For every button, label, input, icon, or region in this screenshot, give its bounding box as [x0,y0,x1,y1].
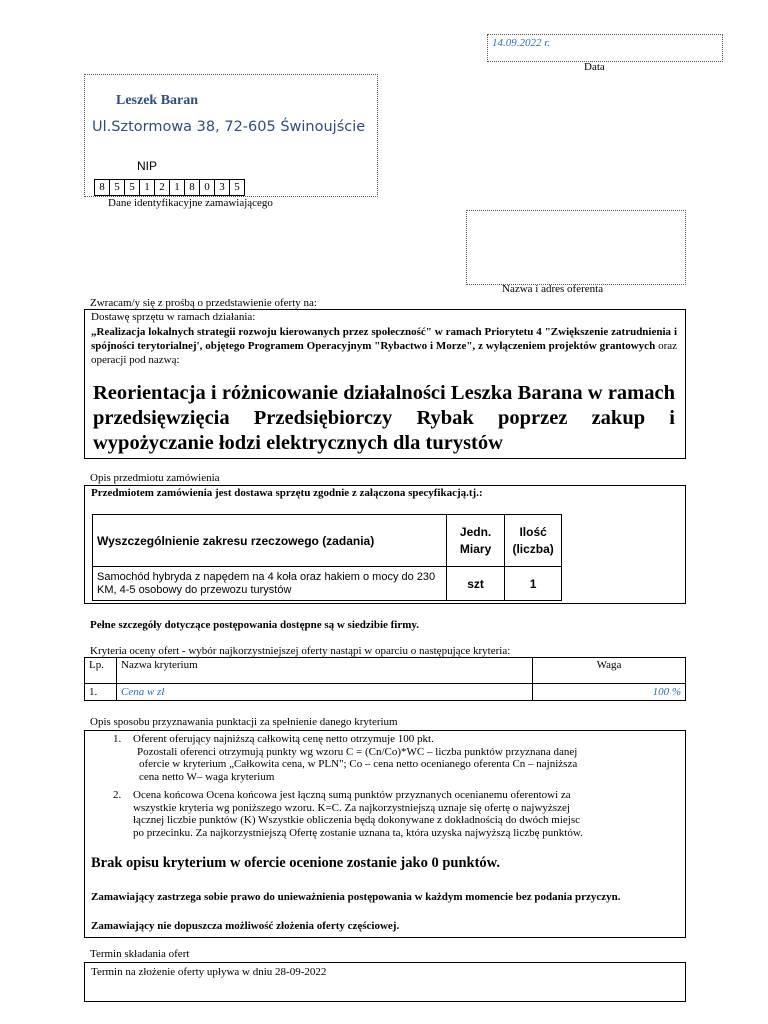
client-address: Ul.Sztormowa 38, 72-605 Świnoujście [92,119,366,135]
spec-col-scope: Wyszczególnienie zakresu rzeczowego (zadania) [93,515,447,567]
subject-intro: Przedmiotem zamówienia jest dostawa sprzętu zgodnie z załączona specyfikacją.tj.: [91,487,483,499]
program-name: „Realizacja lokalnych strategii rozwoju kierowanych przez społeczność" w ramach Priorytetu 4 "Zwiększenie zatrudnienia i spójności terytorialnej', objętego Programem Operacyjnym "Rybactwo i Morze", z wyłączeniem projektów grantowych [91,326,677,352]
nip-digit: 3 [214,179,230,196]
table-row [85,684,686,701]
scoring-item-1-line1: Oferent oferujący najniższą całkowitą cenę netto otrzymuje 100 pkt. [133,733,434,745]
table-row [93,567,562,601]
bidder-box [466,210,686,285]
program-tail: oraz operacji pod nazwą: [91,340,677,366]
spec-col-unit: Jedn. Miary [446,515,504,567]
details-note: Pełne szczegóły dotyczące postępowania dostępne są w siedzibie firmy. [90,619,420,631]
subject-label: Opis przedmiotu zamówienia [90,472,220,484]
criteria-col-lp: Lp. [85,658,117,684]
spec-item-qty: 1 [505,567,562,601]
nip-digit: 0 [199,179,215,196]
nip-digit: 1 [139,179,155,196]
criteria-col-name: Nazwa kryterium [117,658,533,684]
criteria-header-row [85,658,686,684]
scoring-item-2 [113,789,583,839]
reserve-note: Zamawiający zastrzega sobie prawo do unieważnienia postępowania w każdym momencie bez podania przyczyn. [91,891,621,903]
scoring-item-1-line2: Pozostali oferenci otrzymują punkty wg wzoru C = (Cn/Co)*WC – liczba punktów przyznana danej ofercie w kryterium „Całkowita cena, w PLN"; Co – cena netto ocenianego oferenta Cn – najniższa cena netto W– waga kryterium [137,745,578,783]
partial-offer-note: Zamawiający nie dopuszcza możliwość złożenia oferty częściowej. [91,920,400,932]
nip-digit: 2 [154,179,170,196]
client-caption: Dane identyfikacyjne zamawiającego [108,197,273,209]
nip-digit: 5 [109,179,125,196]
deadline-label: Termin składania ofert [90,948,190,960]
scoring-box [84,730,686,938]
client-box [84,74,378,197]
criteria-row-name: Cena w zł [117,684,533,701]
spec-item-desc: Samochód hybryda z napędem na 4 koła oraz hakiem o mocy do 230 KM, 4-5 osobowy do przewozu turystów [93,567,447,601]
operation-title: Reorientacja i różnicowanie działalności Leszka Barana w ramach przedsięwzięcia Przedsiębiorczy Rybak poprzez zakup i wypożyczanie łodzi elektrycznych dla turystów [93,382,675,454]
request-line1: Dostawę sprzętu w ramach działania: [91,311,256,323]
date-value: 14.09.2022 r. [492,37,551,49]
nip-digit: 1 [169,179,185,196]
deadline-text: Termin na złożenie oferty upływa w dniu 28-09-2022 [91,966,327,978]
nip-digit: 5 [229,179,245,196]
program-description [91,325,677,367]
scoring-label: Opis sposobu przyznawania punktacji za spełnienie danego kryterium [90,716,398,728]
spec-table [92,514,562,601]
scoring-item-1-num: 1. [113,733,122,745]
scoring-item-2-num: 2. [113,789,122,801]
missing-criterion-note: Brak opisu kryterium w ofercie ocenione zostanie jako 0 punktów. [91,855,500,871]
scoring-item-2-text: Ocena końcowa Ocena końcowa jest łączną sumą punktów przyznanych ocenianemu oferentowi za wszystkie kryteria wg poniższego wzoru. K=C. Za najkorzystniejszą uznaje się ofertę o najwyższej łącznej liczbie punktów (K) Wszystkie obliczenia będą dokonywane z dokładnością do dwóch miejsc po przecinku. Za najkorzystniejszą Ofertę zostanie uznana ta, która uzyska najwyższą liczbę punktów. [133,789,583,839]
deadline-box [84,962,686,1002]
criteria-intro: Kryteria oceny ofert - wybór najkorzystniejszej oferty nastąpi w oparciu o następujące kryteria: [90,645,511,657]
criteria-row-lp: 1. [85,684,117,701]
date-label: Data [584,61,605,73]
criteria-col-weight: Waga [533,658,686,684]
spec-col-qty: Ilość (liczba) [505,515,562,567]
spec-item-unit: szt [446,567,504,601]
request-intro: Zwracam/y się z prośbą o przedstawienie oferty na: [90,297,317,309]
scoring-item-1 [113,733,583,783]
bidder-caption: Nazwa i adres oferenta [502,283,604,295]
nip-grid [94,177,244,196]
criteria-table [84,657,686,701]
nip-digit: 5 [124,179,140,196]
client-name: Leszek Baran [116,93,199,108]
subject-box [84,485,686,604]
criteria-row-weight: 100 % [533,684,686,701]
nip-digit: 8 [184,179,200,196]
nip-label: NIP [137,159,158,173]
nip-digit: 8 [94,179,110,196]
spec-header-row [93,515,562,567]
date-box [487,34,723,62]
request-box [84,309,686,459]
